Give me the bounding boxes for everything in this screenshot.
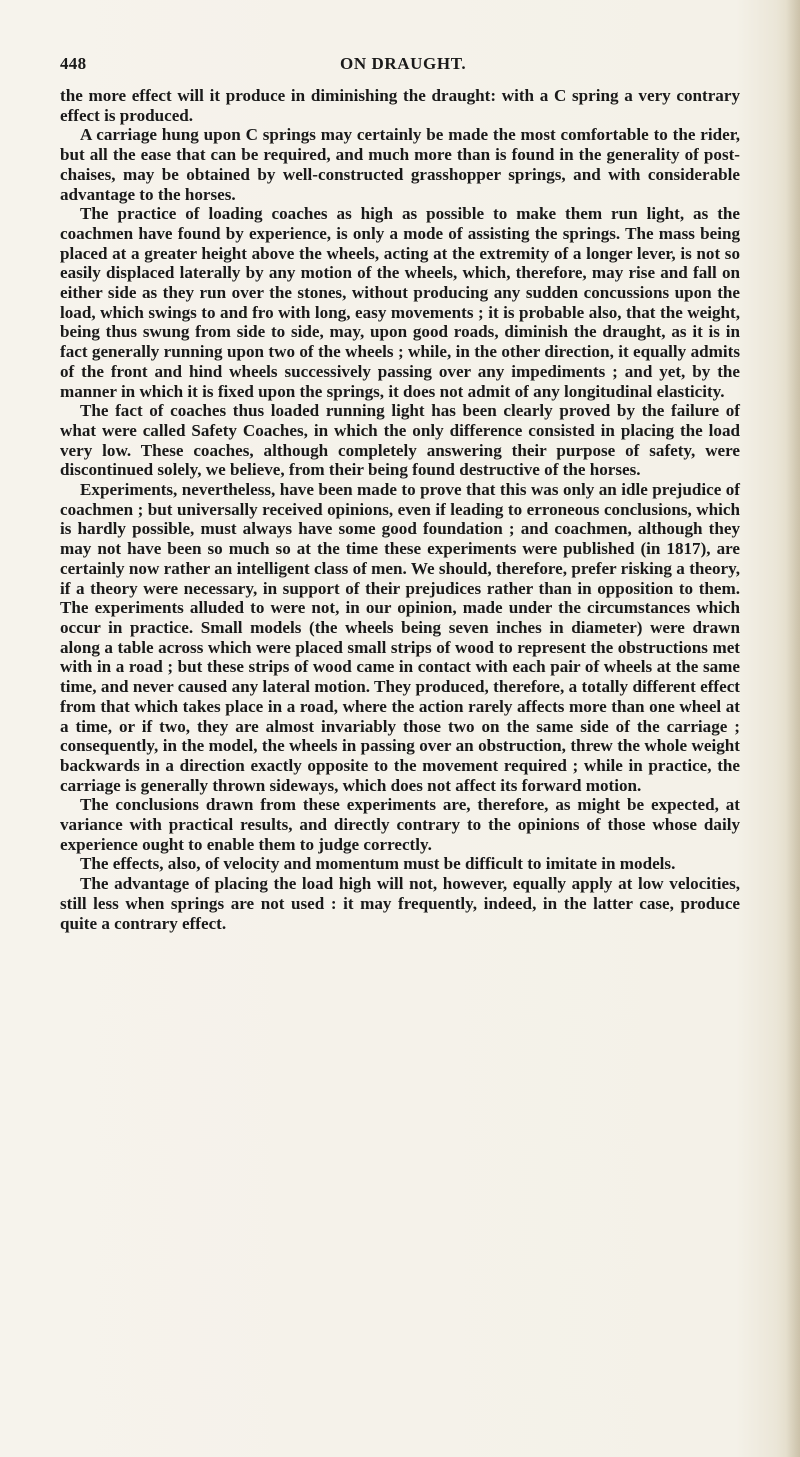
running-head: ON DRAUGHT.	[340, 54, 467, 73]
paragraph-conclusions: The conclusions drawn from these experiments are, therefore, as might be expected, at variance with practical results, and directly contrary to the opinions of those whose daily experience ought to enable them to judge correctly.	[60, 795, 740, 854]
paragraph-c-springs: A carriage hung upon C springs may certainly be made the most comfortable to the rider, but all the ease that can be required, and much more than is found in the generality of post-chaises, may be obtained by well-constructed grasshopper springs, and with considerable advantage to the horses.	[60, 125, 740, 204]
page-edge-shadow	[786, 0, 800, 1457]
paragraph-loading-coaches: The practice of loading coaches as high as possible to make them run light, as the coachmen have found by experience, is only a mode of assisting the springs. The mass being placed at a greater height above the wheels, acting at the extremity of a longer lever, is not so easily displaced laterally by any motion of the wheels, which, therefore, may rise and fall on either side as they run over the stones, without producing any sudden concussions upon the load, which swings to and fro with long, easy movements ; it is probable also, that the weight, being thus swung from side to side, may, upon good roads, diminish the draught, as it is in fact generally running upon two of the wheels ; while, in the other direction, it equally admits of the front and hind wheels successively passing over any impediments ; and yet, by the manner in which it is fixed upon the springs, it does not admit of any longitudinal elasticity.	[60, 204, 740, 401]
paragraph-safety-coaches: The fact of coaches thus loaded running light has been clearly proved by the failure of what were called Safety Coaches, in which the only difference consisted in placing the load very low. These coaches, although completely answering their purpose of safety, were discontinued solely, we believe, from their being found destructive of the horses.	[60, 401, 740, 480]
body-text	[60, 86, 740, 933]
paragraph-low-velocities: The advantage of placing the load high will not, however, equally apply at low velocities, still less when springs are not used : it may frequently, indeed, in the latter case, produce quite a contrary effect.	[60, 874, 740, 933]
page-number: 448	[60, 54, 87, 73]
paragraph-velocity: The effects, also, of velocity and momentum must be difficult to imitate in models.	[80, 854, 676, 874]
paragraph-experiments: Experiments, nevertheless, have been made to prove that this was only an idle prejudice of coachmen ; but universally received opinions, even if leading to erroneous conclusions, which is hardly possible, must always have some good foundation ; and coachmen, although they may not have been so much so at the time these experiments were published (in 1817), are certainly now rather an intelligent class of men. We should, therefore, prefer risking a theory, if a theory were necessary, in support of their prejudices rather than in opposition to them. The experiments alluded to were not, in our opinion, made under the circumstances which occur in practice. Small models (the wheels being seven inches in diameter) were drawn along a table across which were placed small strips of wood to represent the obstructions met with in a road ; but these strips of wood came in contact with each pair of wheels at the same time, and never caused any lateral motion. They produced, therefore, a totally different effect from that which takes place in a road, where the action rarely affects more than one wheel at a time, or if two, they are almost invariably those two on the same side of the carriage ; consequently, in the model, the wheels in passing over an obstruction, threw the whole weight backwards in a direction exactly opposite to the movement required ; while in practice, the carriage is generally thrown sideways, which does not affect its forward motion.	[60, 480, 740, 795]
page-header	[60, 54, 740, 78]
paragraph-continuation: the more effect will it produce in diminishing the draught: with a C spring a very contrary effect is produced.	[60, 86, 740, 125]
